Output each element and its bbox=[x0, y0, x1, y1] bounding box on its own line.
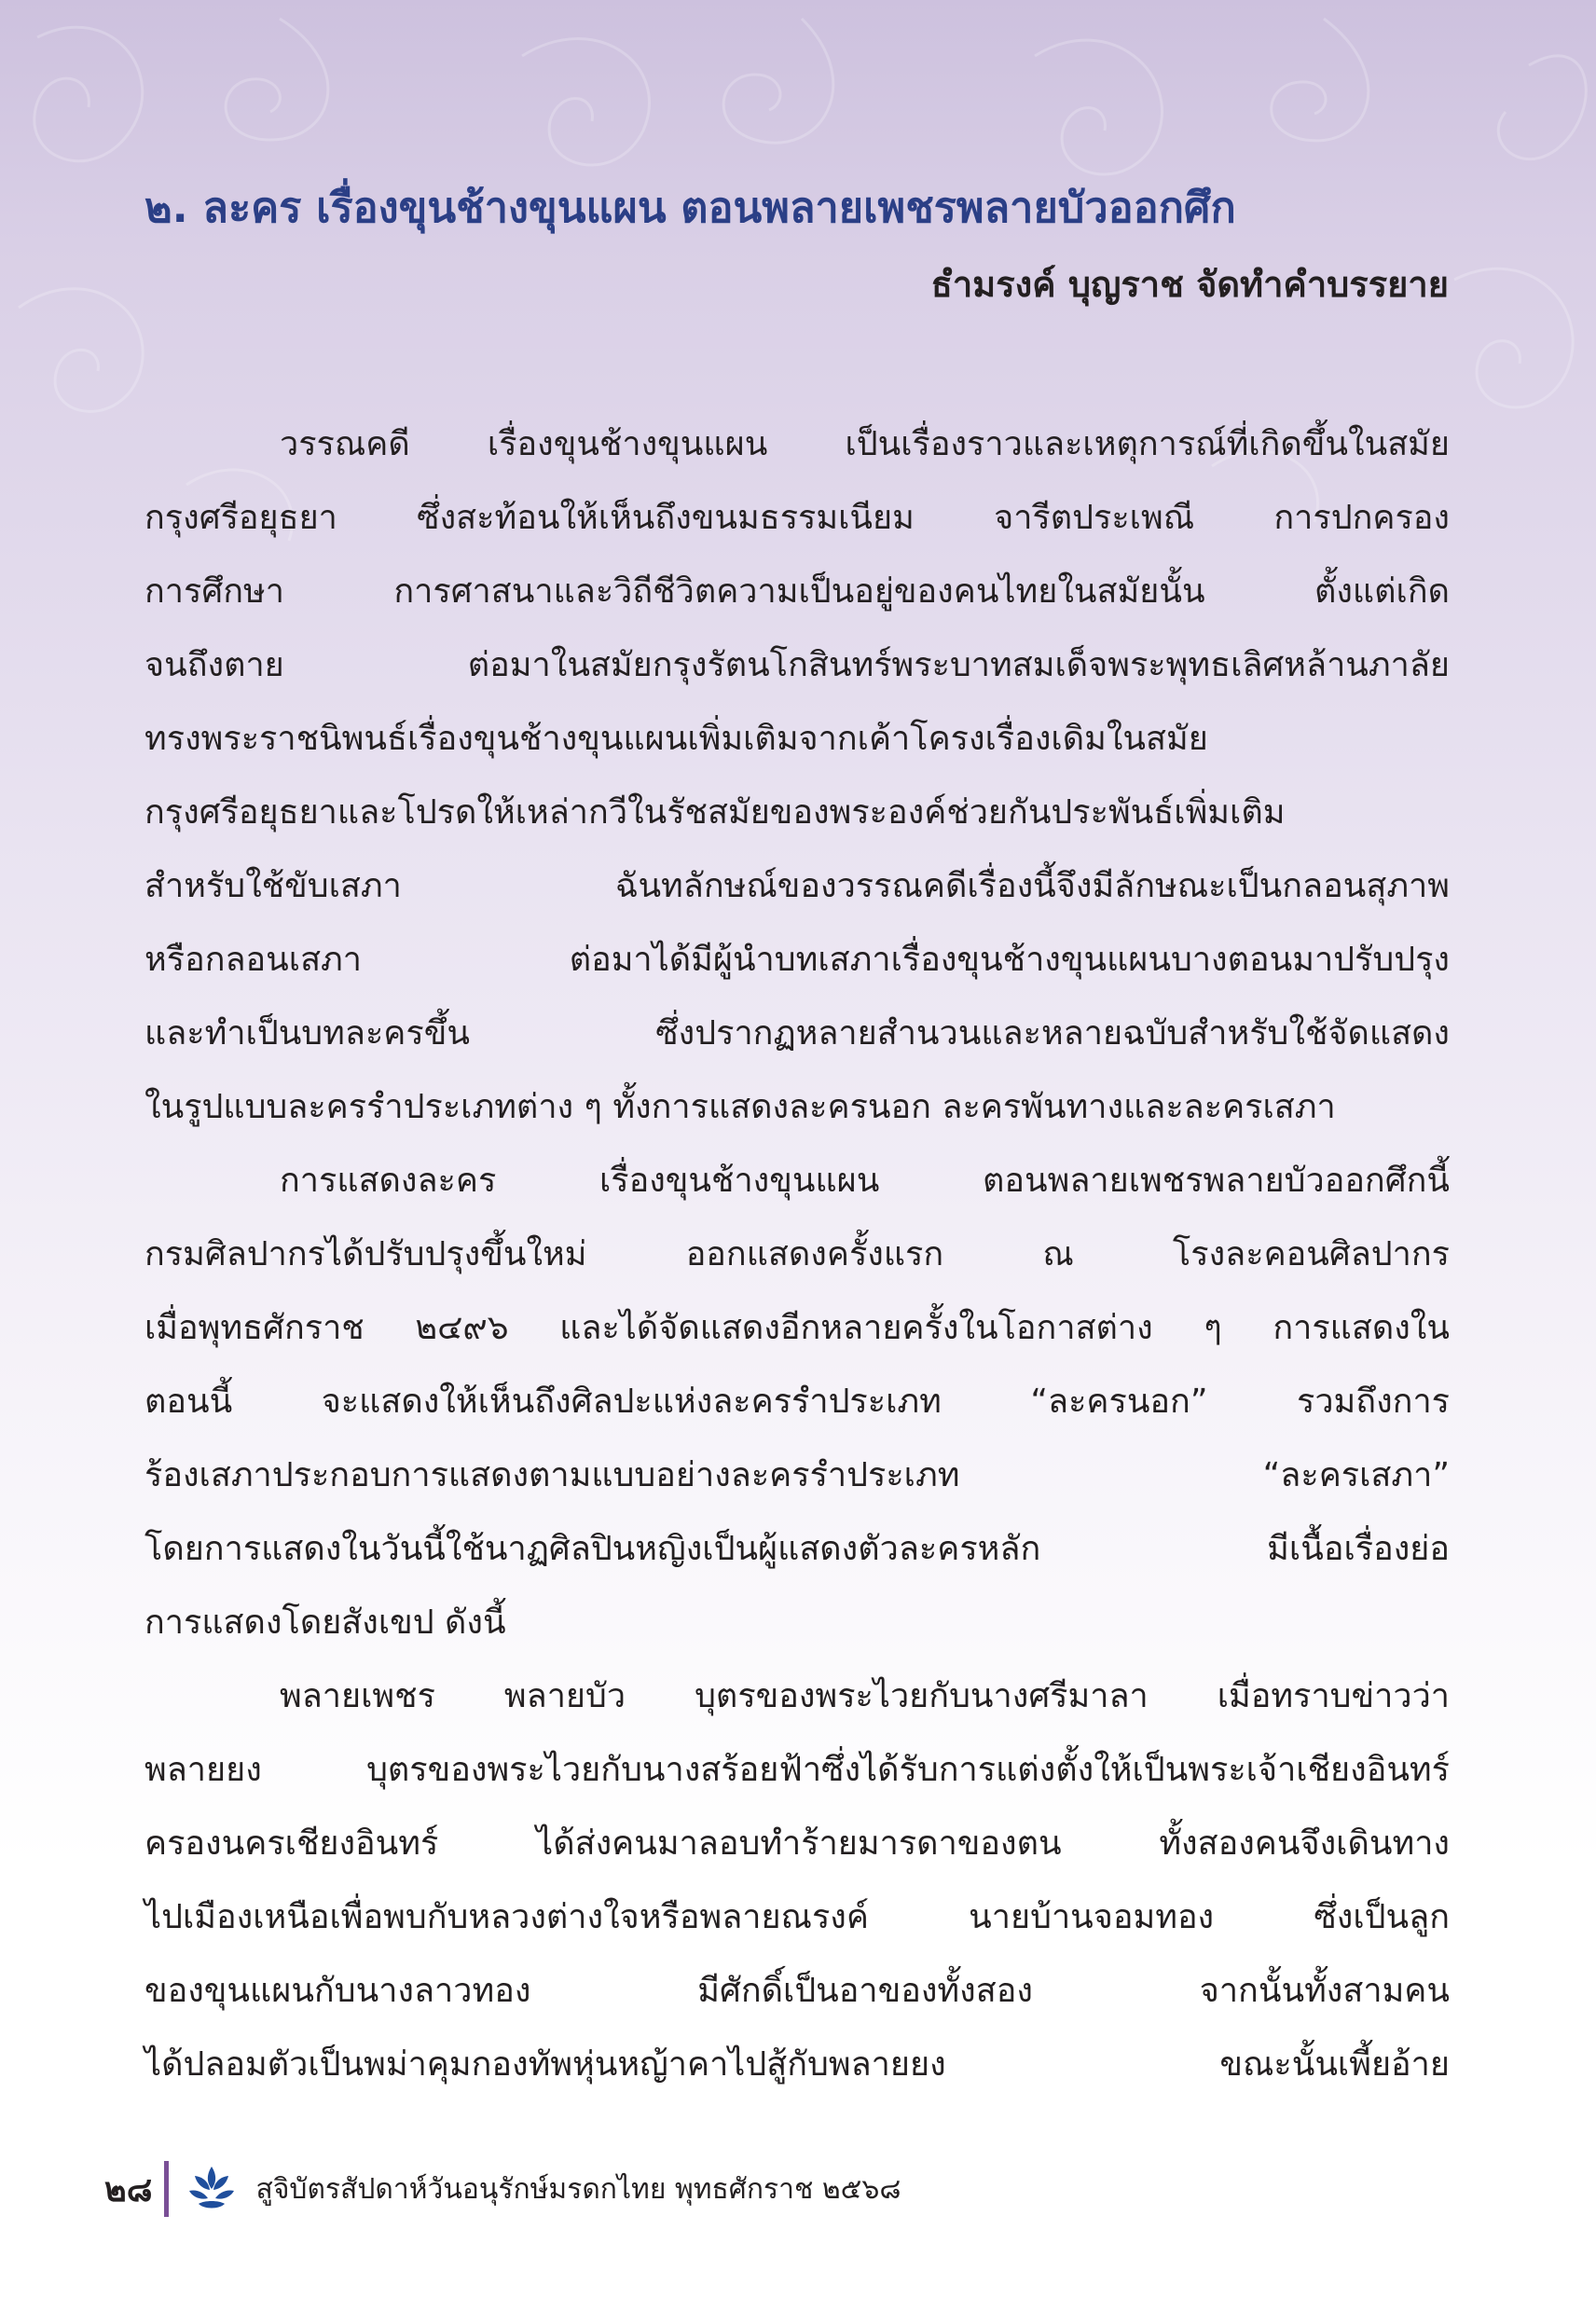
body-line: เมื่อพุทธศักราช ๒๔๙๖ และได้จัดแสดงอีกหลายครั้งในโอกาสต่าง ๆ การแสดงใน bbox=[144, 1309, 1450, 1347]
page-number: ๒๘ bbox=[104, 2170, 153, 2209]
body-line: กรุงศรีอยุธยาและโปรดให้เหล่ากวีในรัชสมัยของพระองค์ช่วยกันประพันธ์เพิ่มเติม bbox=[144, 793, 1286, 832]
page-footer bbox=[104, 2154, 901, 2224]
body-line: ในรูปแบบละครรำประเภทต่าง ๆ ทั้งการแสดงละครนอก ละครพันทางและละครเสภา bbox=[144, 1088, 1336, 1126]
publication-title: สูจิบัตรสัปดาห์วันอนุรักษ์มรดกไทย พุทธศักราช ๒๕๖๘ bbox=[255, 2172, 901, 2206]
body-line: ได้ปลอมตัวเป็นพม่าคุมกองทัพหุ่นหญ้าคาไปสู้กับพลายยง ขณะนั้นเพี้ยอ้าย bbox=[144, 2045, 1450, 2084]
body-line: จนถึงตาย ต่อมาในสมัยกรุงรัตนโกสินทร์พระบาทสมเด็จพระพุทธเลิศหล้านภาลัย bbox=[144, 646, 1450, 684]
body-line: ทรงพระราชนิพนธ์เรื่องขุนช้างขุนแผนเพิ่มเติมจากเค้าโครงเรื่องเดิมในสมัย bbox=[144, 720, 1208, 758]
body-line: ร้องเสภาประกอบการแสดงตามแบบอย่างละครรำประเภท “ละครเสภา” bbox=[144, 1456, 1450, 1494]
body-line: โดยการแสดงในวันนี้ใช้นาฏศิลปินหญิงเป็นผู้แสดงตัวละครหลัก มีเนื้อเรื่องย่อ bbox=[144, 1530, 1450, 1568]
article-body bbox=[144, 407, 1450, 2101]
article-title: ๒. ละคร เรื่องขุนช้างขุนแผน ตอนพลายเพชรพลายบัวออกศึก bbox=[144, 183, 1236, 232]
body-line: ตอนนี้ จะแสดงให้เห็นถึงศิลปะแห่งละครรำประเภท “ละครนอก” รวมถึงการ bbox=[144, 1383, 1450, 1421]
body-line: พลายยง บุตรของพระไวยกับนางสร้อยฟ้าซึ่งได้รับการแต่งตั้งให้เป็นพระเจ้าเชียงอินทร์ bbox=[144, 1751, 1450, 1789]
heritage-lotus-logo-icon bbox=[186, 2163, 238, 2215]
body-line: ของขุนแผนกับนางลาวทอง มีศักดิ์เป็นอาของทั้งสอง จากนั้นทั้งสามคน bbox=[144, 1972, 1450, 2010]
body-line: ครองนครเชียงอินทร์ ได้ส่งคนมาลอบทำร้ายมารดาของตน ทั้งสองคนจึงเดินทาง bbox=[144, 1824, 1450, 1863]
body-line: สำหรับใช้ขับเสภา ฉันทลักษณ์ของวรรณคดีเรื่องนี้จึงมีลักษณะเป็นกลอนสุภาพ bbox=[144, 867, 1450, 905]
body-line: ไปเมืองเหนือเพื่อพบกับหลวงต่างใจหรือพลายณรงค์ นายบ้านจอมทอง ซึ่งเป็นลูก bbox=[144, 1898, 1450, 1936]
body-line: การศึกษา การศาสนาและวิถีชีวิตความเป็นอยู่ของคนไทยในสมัยนั้น ตั้งแต่เกิด bbox=[144, 572, 1450, 611]
body-line: หรือกลอนเสภา ต่อมาได้มีผู้นำบทเสภาเรื่องขุนช้างขุนแผนบางตอนมาปรับปรุง bbox=[144, 941, 1450, 979]
body-line: วรรณคดี เรื่องขุนช้างขุนแผน เป็นเรื่องราวและเหตุการณ์ที่เกิดขึ้นในสมัย bbox=[280, 425, 1450, 463]
body-line: กรมศิลปากรได้ปรับปรุงขึ้นใหม่ ออกแสดงครั้งแรก ณ โรงละคอนศิลปากร bbox=[144, 1235, 1450, 1273]
body-line: และทำเป็นบทละครขึ้น ซึ่งปรากฏหลายสำนวนและหลายฉบับสำหรับใช้จัดแสดง bbox=[144, 1014, 1450, 1053]
author-byline: ธำมรงค์ บุญราช จัดทำคำบรรยาย bbox=[930, 264, 1449, 305]
footer-divider bbox=[164, 2161, 169, 2217]
body-line: การแสดงโดยสังเขป ดังนี้ bbox=[144, 1603, 506, 1642]
body-line: การแสดงละคร เรื่องขุนช้างขุนแผน ตอนพลายเพชรพลายบัวออกศึกนี้ bbox=[280, 1162, 1450, 1200]
body-line: กรุงศรีอยุธยา ซึ่งสะท้อนให้เห็นถึงขนมธรรมเนียม จารีตประเพณี การปกครอง bbox=[144, 499, 1450, 537]
body-line: พลายเพชร พลายบัว บุตรของพระไวยกับนางศรีมาลา เมื่อทราบข่าวว่า bbox=[280, 1677, 1450, 1715]
